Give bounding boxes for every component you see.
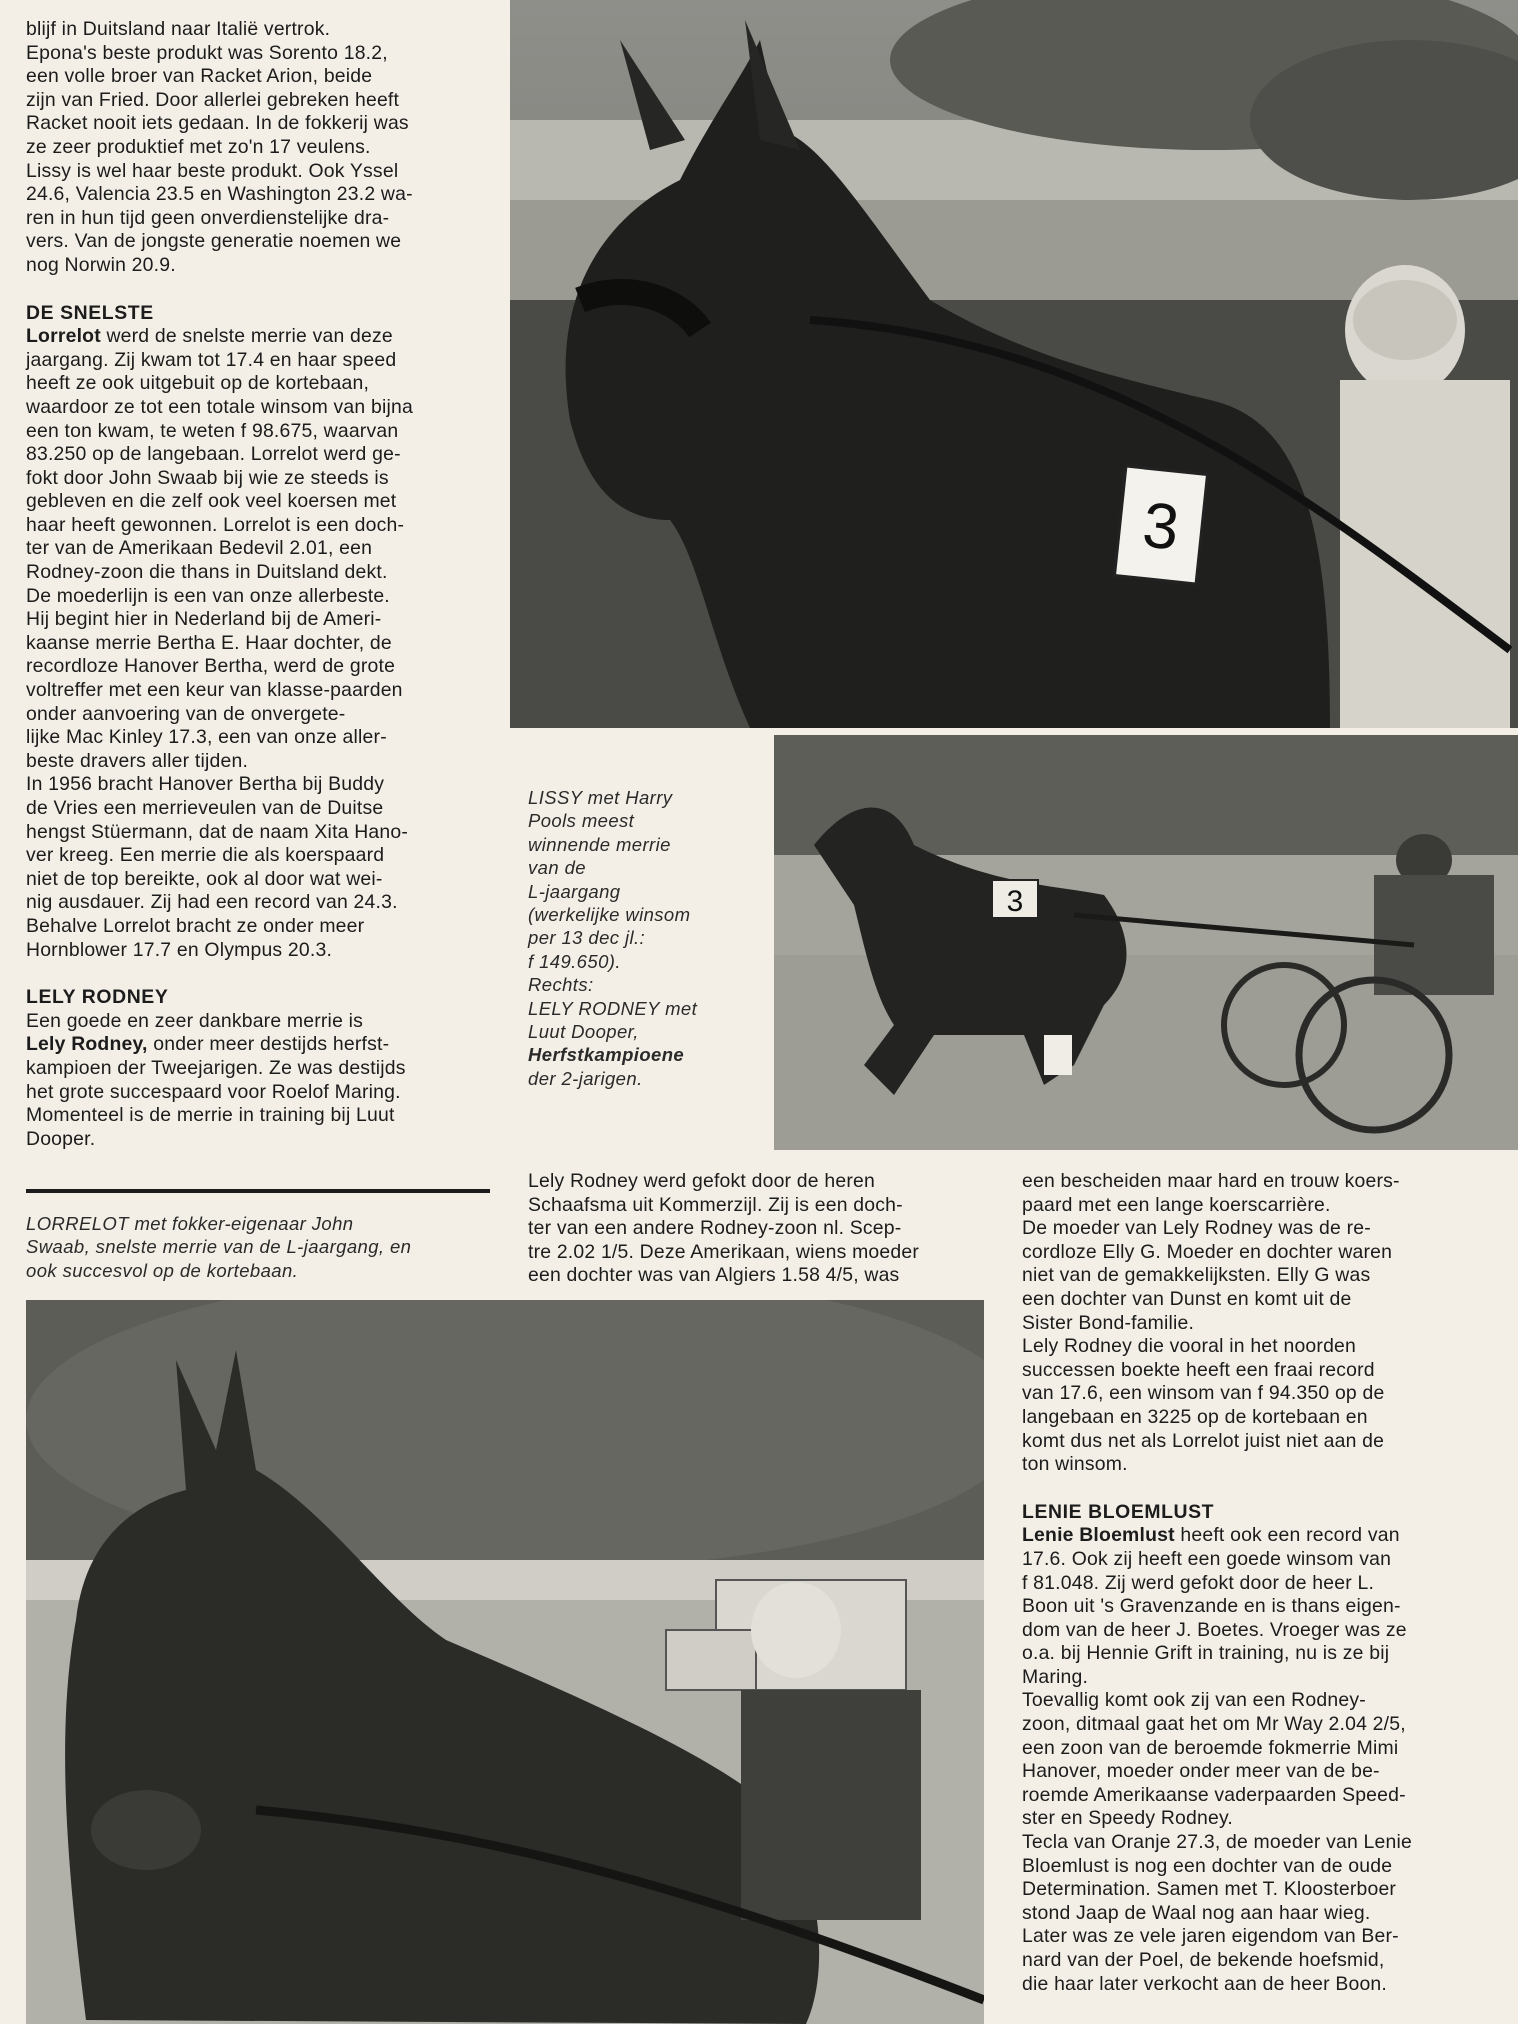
text-line: waardoor ze tot een totale winsom van bijna	[26, 395, 413, 418]
text-line: het grote succespaard voor Roelof Maring.	[26, 1080, 401, 1103]
caption-line: per 13 dec jl.:	[528, 927, 646, 949]
text-line: Bloemlust is nog een dochter van de oude	[1022, 1854, 1393, 1877]
text-line: zijn van Fried. Door allerlei gebreken heeft	[26, 88, 400, 111]
text-line: stond Jaap de Waal nog aan haar wieg.	[1022, 1901, 1371, 1924]
text-line: heeft ze ook uitgebuit op de kortebaan,	[26, 372, 370, 395]
caption-lorrelot	[26, 1212, 506, 1282]
caption-line: LISSY met Harry	[528, 787, 673, 808]
text-line: 24.6, Valencia 23.5 en Washington 23.2 wa-	[26, 183, 413, 206]
text-line: Momenteel is de merrie in training bij Luut	[26, 1104, 395, 1127]
text-line: blijf in Duitsland naar Italië vertrok.	[26, 18, 331, 40]
text-line	[1022, 1524, 1502, 1548]
caption-line: Herfstkampioene	[528, 1044, 685, 1066]
heading-lely-rodney: LELY RODNEY	[26, 986, 169, 1009]
text-line: 83.250 op de langebaan. Lorrelot werd ge-	[26, 443, 401, 466]
caption-line: Luut Dooper,	[528, 1021, 639, 1043]
text-line: ter van de Amerikaan Bedevil 2.01, een	[26, 537, 373, 560]
text-line: De moederlijn is een van onze allerbeste.	[26, 584, 390, 607]
text-line: Rodney-zoon die thans in Duitsland dekt.	[26, 561, 388, 584]
photo-lorrelot-image	[510, 0, 1518, 728]
text-line: nard van der Poel, de bekende hoefsmid,	[1022, 1949, 1385, 1971]
caption-line: Swaab, snelste merrie van de L-jaargang, en	[26, 1236, 412, 1258]
text-line: onder aanvoering van de onvergete-	[26, 702, 346, 725]
text-run: werd de snelste merrie van deze	[100, 325, 393, 348]
text-line: Hornblower 17.7 en Olympus 20.3.	[26, 938, 333, 961]
text-line: Determination. Samen met T. Kloosterboer	[1022, 1878, 1397, 1901]
text-line: komt dus net als Lorrelot juist niet aan de	[1022, 1429, 1385, 1452]
text-line: dom van de heer J. Boetes. Vroeger was ze	[1022, 1618, 1407, 1641]
text-line: Behalve Lorrelot bracht ze onder meer	[26, 914, 365, 937]
text-line: Lely Rodney werd gefokt door de heren	[528, 1170, 875, 1192]
column-3-text	[1022, 1170, 1502, 1996]
caption-line: Pools meest	[528, 810, 635, 832]
text-line: ster en Speedy Rodney.	[1022, 1807, 1234, 1830]
text-run: onder meer destijds herfst-	[147, 1033, 390, 1056]
text-line: Epona's beste produkt was Sorento 18.2,	[26, 41, 388, 64]
text-line: een ton kwam, te weten f 98.675, waarvan	[26, 419, 399, 442]
photo-lorrelot-top	[510, 0, 1518, 728]
text-line: een volle broer van Racket Arion, beide	[26, 65, 373, 88]
text-line: recordloze Hanover Bertha, werd de grote	[26, 655, 396, 678]
text-line: die haar later verkocht aan de heer Boon.	[1022, 1972, 1388, 1995]
caption-line: van de	[528, 857, 586, 879]
caption-lissy	[528, 786, 773, 1090]
text-run: heeft ook een record van	[1174, 1524, 1400, 1547]
text-line: nig ausdauer. Zij had een record van 24.3.	[26, 891, 398, 914]
caption-line: f 149.650).	[528, 950, 621, 972]
intro-paragraph	[26, 18, 496, 278]
text-line: een dochter was van Algiers 1.58 4/5, was	[528, 1264, 900, 1287]
race-number: 3	[1139, 488, 1183, 564]
caption-line: L-jaargang	[528, 880, 621, 902]
text-line: een zoon van de beroemde fokmerrie Mimi	[1022, 1736, 1399, 1759]
text-line: o.a. bij Hennie Grift in training, nu is ze bij	[1022, 1642, 1390, 1665]
text-line: Lissy is wel haar beste produkt. Ook Yssel	[26, 159, 399, 182]
text-line: Toevallig komt ook zij van een Rodney-	[1022, 1689, 1366, 1712]
text-line	[26, 325, 496, 349]
text-line	[26, 1033, 496, 1057]
bold-name: Lorrelot	[26, 325, 101, 348]
photo-lely-rodney-image	[26, 1300, 984, 2024]
text-line: Boon uit 's Gravenzande en is thans eigen-	[1022, 1595, 1401, 1618]
text-line: de Vries een merrieveulen van de Duitse	[26, 797, 384, 819]
lenie-paragraph	[1022, 1548, 1502, 1996]
photo-lissy-middle	[774, 735, 1518, 1150]
text-line: vers. Van de jongste generatie noemen we	[26, 230, 402, 253]
text-line: In 1956 bracht Hanover Bertha bij Buddy	[26, 773, 385, 796]
text-line: een dochter van Dunst en komt uit de	[1022, 1287, 1352, 1310]
photo-lissy-image	[774, 735, 1518, 1150]
text-line: Tecla van Oranje 27.3, de moeder van Lenie	[1022, 1831, 1412, 1854]
heading-lenie-bloemlust: LENIE BLOEMLUST	[1022, 1500, 1215, 1523]
text-line: Dooper.	[26, 1127, 96, 1150]
text-line: fokt door John Swaab bij wie ze steeds is	[26, 466, 389, 489]
text-line: Lely Rodney die vooral in het noorden	[1022, 1335, 1357, 1358]
text-line: lijke Mac Kinley 17.3, een van onze aller-	[26, 726, 387, 749]
text-line: langebaan en 3225 op de kortebaan en	[1022, 1405, 1368, 1428]
text-line: voltreffer met een keur van klasse-paarden	[26, 679, 403, 702]
lely-rodney-continued	[1022, 1170, 1502, 1477]
text-line: Een goede en zeer dankbare merrie is	[26, 1009, 364, 1032]
caption-line: Rechts:	[528, 974, 594, 996]
text-line: Hanover, moeder onder meer van de be-	[1022, 1760, 1380, 1783]
caption-line: LELY RODNEY met	[528, 997, 698, 1019]
text-line: tre 2.02 1/5. Deze Amerikaan, wiens moeder	[528, 1240, 920, 1263]
column-1-text	[26, 18, 496, 1151]
text-line: haar heeft gewonnen. Lorrelot is een doch-	[26, 513, 405, 536]
text-line: zoon, ditmaal gaat het om Mr Way 2.04 2/5,	[1022, 1713, 1406, 1736]
text-line: ze zeer produktief met zo'n 17 veulens.	[26, 135, 371, 158]
text-line: cordloze Elly G. Moeder en dochter waren	[1022, 1240, 1393, 1263]
text-line: Schaafsma uit Kommerzijl. Zij is een doch-	[528, 1193, 903, 1216]
text-line: roemde Amerikaanse vaderpaarden Speed-	[1022, 1783, 1406, 1806]
text-line: ver kreeg. Een merrie die als koerspaard	[26, 844, 385, 867]
photo-lely-rodney-bottom	[26, 1300, 984, 2024]
text-line: gebleven en die zelf ook veel koersen met	[26, 490, 397, 513]
text-line: Sister Bond-familie.	[1022, 1311, 1195, 1334]
text-line: ren in hun tijd geen onverdienstelijke dra-	[26, 206, 390, 229]
caption-line: (werkelijke winsom	[528, 904, 691, 926]
text-line: Later was ze vele jaren eigendom van Ber-	[1022, 1925, 1399, 1948]
text-line: beste dravers aller tijden.	[26, 749, 249, 772]
heading-de-snelste: DE SNELSTE	[26, 301, 154, 324]
text-line: 17.6. Ook zij heeft een goede winsom van	[1022, 1547, 1392, 1570]
text-line: kampioen der Tweejarigen. Ze was destijds	[26, 1056, 406, 1079]
column-2-text	[528, 1170, 998, 1288]
bold-name: Lenie Bloemlust	[1022, 1524, 1175, 1547]
text-line: jaargang. Zij kwam tot 17.4 en haar speed	[26, 348, 397, 371]
text-line: paard met een lange koerscarrière.	[1022, 1193, 1331, 1216]
caption-line: der 2-jarigen.	[528, 1067, 643, 1089]
section-divider	[26, 1189, 490, 1193]
text-line: van 17.6, een winsom van f 94.350 op de	[1022, 1382, 1385, 1405]
race-number: 3	[1006, 885, 1024, 918]
caption-line: winnende merrie	[528, 833, 671, 855]
text-line: niet van de gemakkelijksten. Elly G was	[1022, 1264, 1371, 1287]
text-line: ter van een andere Rodney-zoon nl. Scep-	[528, 1217, 902, 1240]
text-line: De moeder van Lely Rodney was de re-	[1022, 1217, 1371, 1240]
bold-name: Lely Rodney,	[26, 1033, 148, 1056]
text-line: niet de top bereikte, ook al door wat wei-	[26, 867, 383, 890]
text-line: f 81.048. Zij werd gefokt door de heer L.	[1022, 1571, 1375, 1594]
text-line: Maring.	[1022, 1665, 1089, 1688]
text-line: kaanse merrie Bertha E. Haar dochter, de	[26, 631, 392, 654]
text-line: Racket nooit iets gedaan. In de fokkerij was	[26, 112, 409, 135]
text-line: hengst Stüermann, dat de naam Xita Hano-	[26, 820, 409, 843]
snelste-paragraph	[26, 349, 496, 962]
caption-line: LORRELOT met fokker-eigenaar John	[26, 1213, 354, 1234]
text-line: Hij begint hier in Nederland bij de Ameri-	[26, 608, 382, 631]
caption-line: ook succesvol op de kortebaan.	[26, 1259, 299, 1281]
text-line: een bescheiden maar hard en trouw koers-	[1022, 1170, 1400, 1192]
text-line: nog Norwin 20.9.	[26, 253, 176, 276]
text-line: successen boekte heeft een fraai record	[1022, 1358, 1375, 1381]
text-line: ton winsom.	[1022, 1453, 1128, 1476]
